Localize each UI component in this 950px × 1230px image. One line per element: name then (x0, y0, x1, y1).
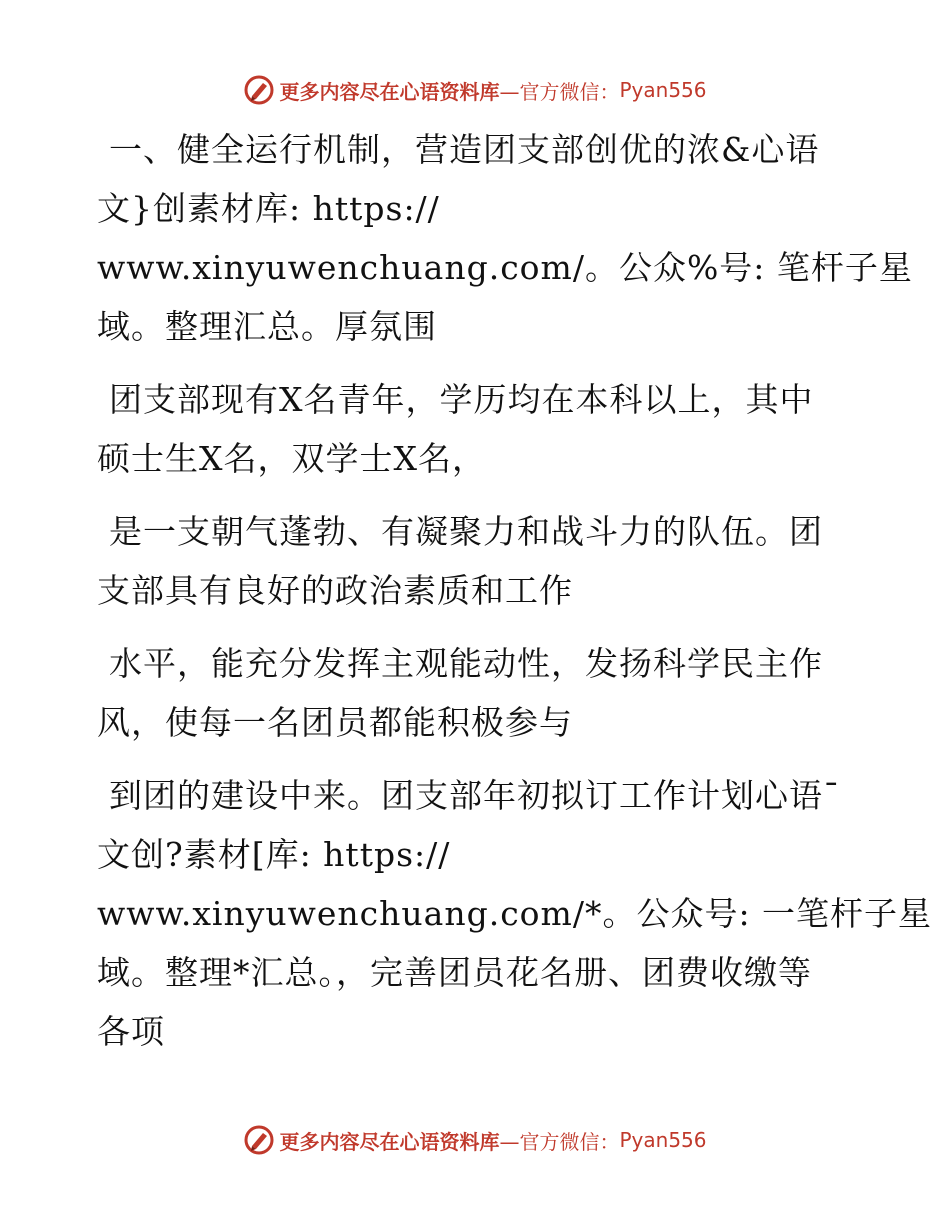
text-line: 各项 (97, 1012, 165, 1051)
text-line: 到团的建设中来。团支部年初拟订工作计划心语¯ (109, 776, 841, 815)
document-body (97, 120, 933, 1075)
pen-logo-icon (243, 1124, 275, 1156)
text-line: 文}创素材库: https:// (97, 189, 440, 228)
footer-watermark-banner (0, 1120, 950, 1160)
paragraph (97, 766, 933, 1061)
text-line: 水平，能充分发挥主观能动性，发扬科学民主作 (109, 644, 823, 683)
text-line: 域。整理汇总。厚氛围 (97, 307, 437, 346)
banner-wechat-id: Pyan556 (619, 1128, 707, 1152)
text-line: 文创?素材[库: https:// (97, 835, 451, 874)
banner-wechat-label: —官方微信： (499, 79, 620, 104)
text-line: 是一支朝气蓬勃、有凝聚力和战斗力的队伍。团 (109, 512, 823, 551)
text-line: 域。整理*汇总。，完善团员花名册、团费收缴等 (97, 953, 812, 992)
banner-wechat-label: —官方微信： (499, 1129, 620, 1154)
paragraph (97, 370, 857, 488)
text-line: www.xinyuwenchuang.com/*。公众号: 一笔杆子星 (97, 894, 933, 933)
text-line: 一、健全运行机制，营造团支部创优的浓&心语 (109, 130, 820, 169)
text-line: 团支部现有X名青年，学历均在本科以上，其中 (109, 380, 814, 419)
paragraph (97, 502, 857, 620)
paragraph (97, 634, 857, 752)
text-line: 支部具有良好的政治素质和工作 (97, 571, 573, 610)
banner-wechat-id: Pyan556 (619, 78, 707, 102)
banner-main-text: 更多内容尽在心语资料库 (279, 79, 500, 104)
paragraph (97, 120, 913, 356)
banner-main-text: 更多内容尽在心语资料库 (279, 1129, 500, 1154)
text-line: 硕士生X名，双学士X名， (97, 439, 486, 478)
text-line: www.xinyuwenchuang.com/。公众%号: 笔杆子星 (97, 248, 913, 287)
header-watermark-banner (0, 70, 950, 110)
pen-logo-icon (243, 74, 275, 106)
text-line: 风，使每一名团员都能积极参与 (97, 703, 573, 742)
